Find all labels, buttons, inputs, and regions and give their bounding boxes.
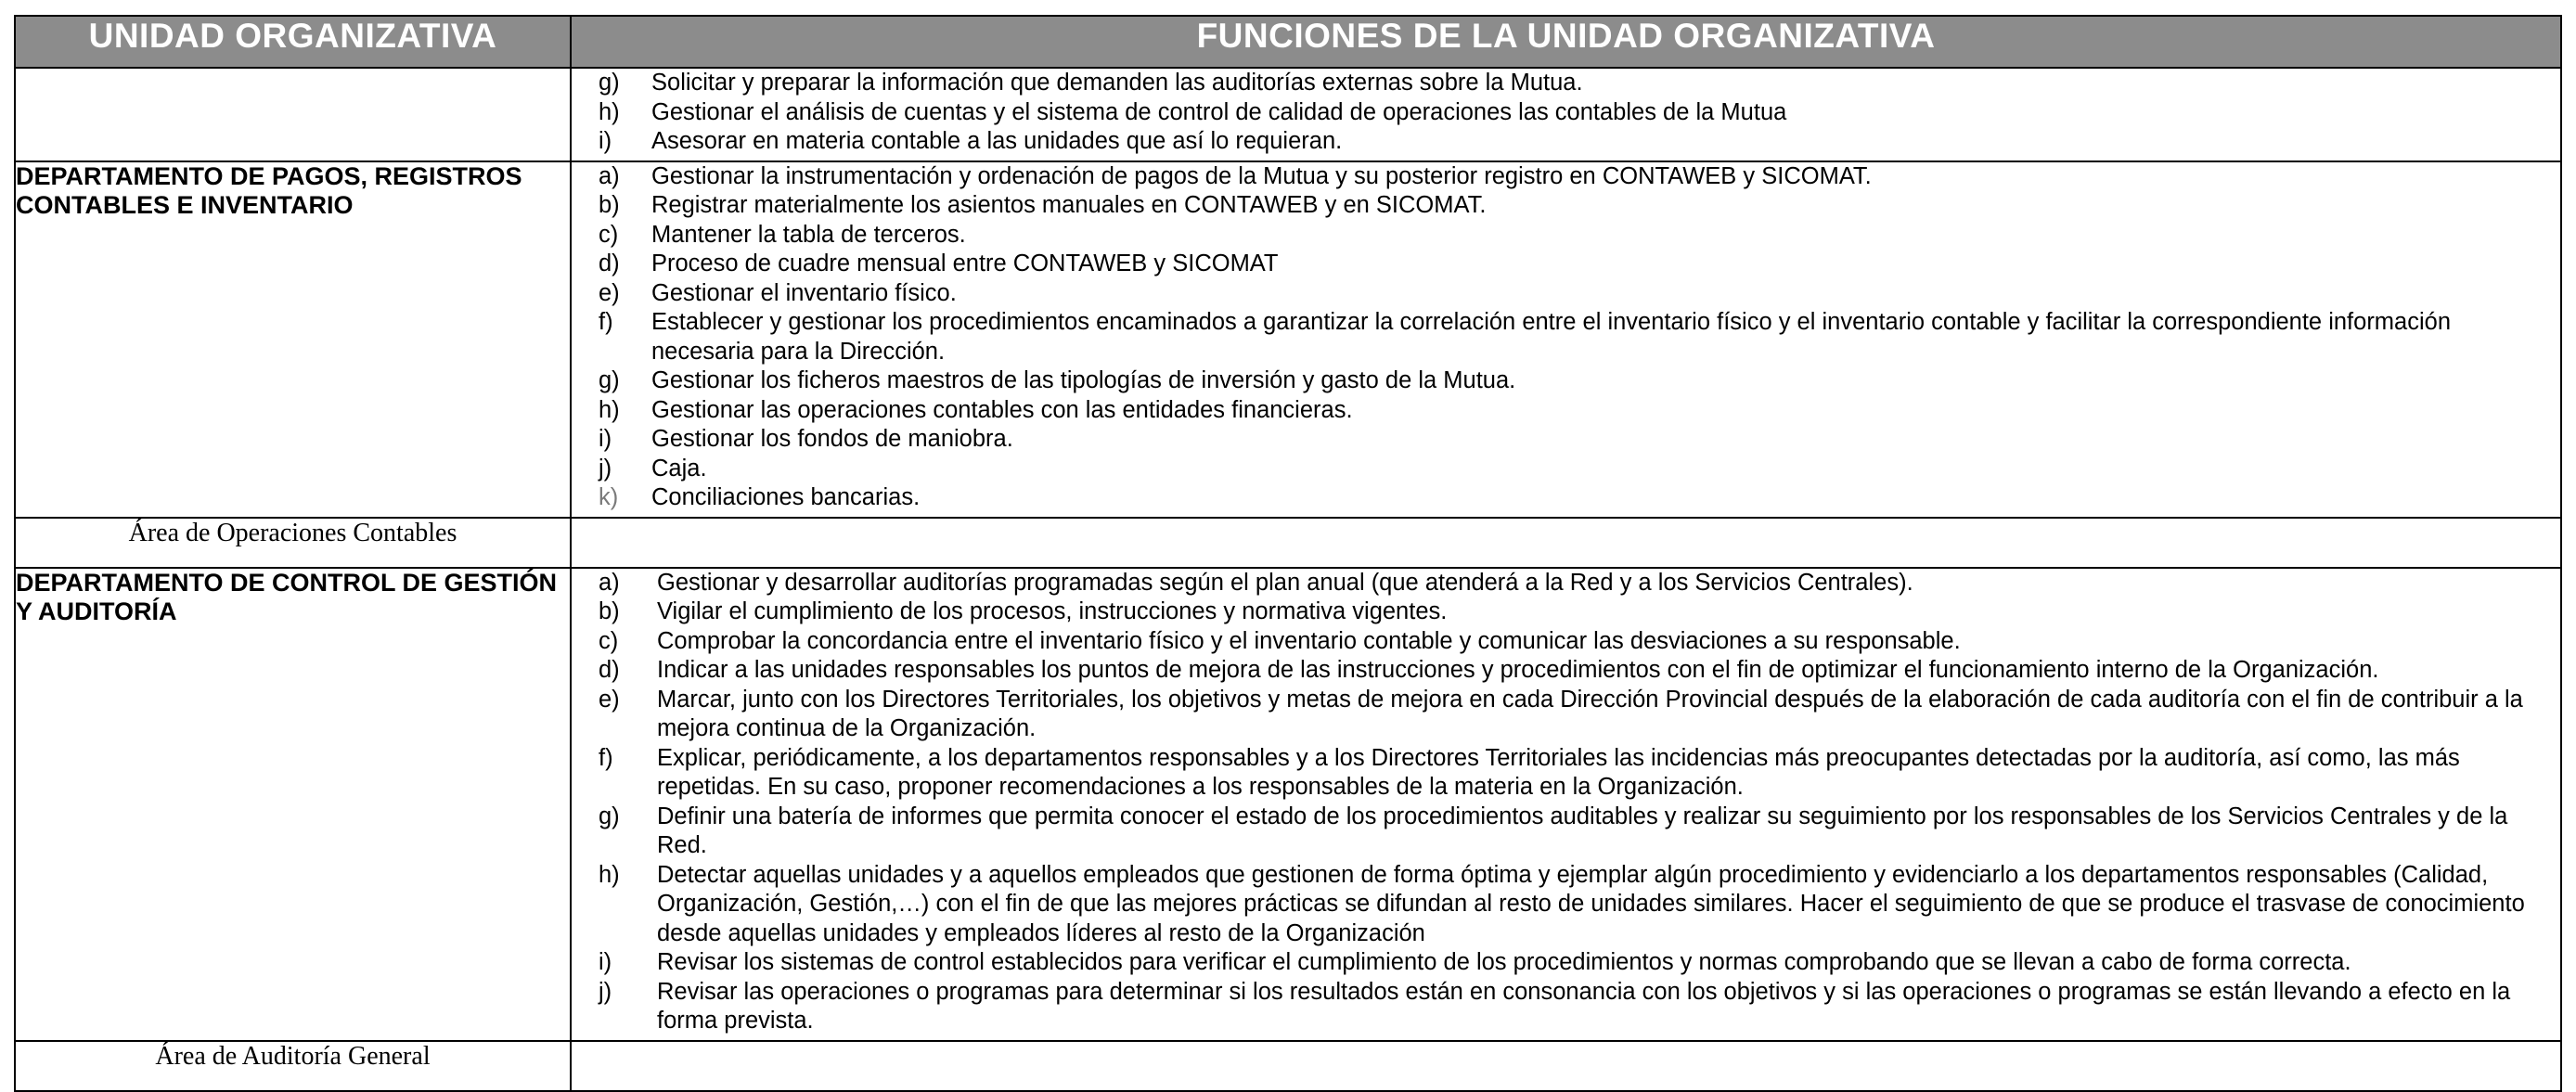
- function-letter: f): [599, 309, 613, 335]
- function-letter: b): [599, 598, 620, 624]
- function-letter: h): [599, 98, 620, 125]
- function-text: Marcar, junto con los Directores Territoriales, los objetivos y metas de mejora en cada Dirección Provincial después de la elaboración de cada auditoría con el fin de contribuir a la mejora continua de la Organización.: [657, 686, 2523, 741]
- function-text: Asesorar en materia contable a las unidades que así lo requieran.: [651, 128, 1343, 154]
- functions-list: [572, 569, 2560, 1040]
- area-cell: Área de Operaciones Contables: [15, 518, 571, 568]
- function-item: [599, 744, 2542, 803]
- table-row-continued: [15, 68, 2561, 161]
- table-row-area-operaciones: [15, 518, 2561, 568]
- functions-cell: [571, 568, 2561, 1041]
- function-item: [599, 948, 2542, 978]
- function-text: Gestionar las operaciones contables con las entidades financieras.: [651, 396, 1353, 423]
- function-text: Gestionar y desarrollar auditorías programadas según el plan anual (que atenderá a la Red y a los Servicios Centrales).: [657, 569, 1913, 596]
- function-text: Gestionar los fondos de maniobra.: [651, 426, 1013, 452]
- empty-cell: [571, 518, 2561, 568]
- table-row-pagos: [15, 161, 2561, 518]
- function-text: Detectar aquellas unidades y a aquellos empleados que gestionen de forma óptima y ejemplar algún procedimiento y evidenciarlo a los departamentos responsables (Calidad, Organización, Gestión,…) con el fin de que las mejores prácticas se difundan al resto de unidades similares. Hacer el seguimiento de que se produce el trasvase de conocimiento desde aquellas unidades y empleados líderes al resto de la Organización: [657, 861, 2525, 946]
- function-text: Explicar, periódicamente, a los departamentos responsables y a los Directores Territoriales las incidencias más preocupantes detectadas por la auditoría, así como, las más repetidas. En su caso, proponer recomendaciones a los responsables de la materia en la Organización.: [657, 744, 2460, 800]
- function-letter: j): [599, 978, 612, 1005]
- functions-cell: [571, 68, 2561, 161]
- function-text: Mantener la tabla de terceros.: [651, 221, 966, 248]
- area-cell: Área de Auditoría General: [15, 1041, 571, 1091]
- function-text: Definir una batería de informes que permita conocer el estado de los procedimientos auditables y realizar su seguimiento por los responsables de los Servicios Centrales y de la Red.: [657, 803, 2508, 858]
- function-text: Revisar los sistemas de control establecidos para verificar el cumplimiento de los procedimientos y normas comprobando que se llevan a cabo de forma correcta.: [657, 949, 2351, 975]
- function-item: [599, 69, 2542, 98]
- function-text: Comprobar la concordancia entre el inventario físico y el inventario contable y comunicar las desviaciones a su responsable.: [657, 627, 1961, 654]
- functions-list: [572, 69, 2560, 161]
- function-item: [599, 308, 2542, 366]
- function-item: [599, 686, 2542, 744]
- table-row-area-auditoria: [15, 1041, 2561, 1091]
- unit-cell: DEPARTAMENTO DE CONTROL DE GESTIÓN Y AUDITORÍA: [15, 568, 571, 1041]
- function-letter: f): [599, 744, 613, 771]
- function-text: Gestionar la instrumentación y ordenación de pagos de la Mutua y su posterior registro en CONTAWEB y SICOMAT.: [651, 162, 1872, 189]
- function-letter: c): [599, 627, 619, 654]
- function-item: [599, 127, 2542, 157]
- function-letter: g): [599, 70, 620, 96]
- function-item: [599, 191, 2542, 221]
- function-item: [599, 279, 2542, 309]
- function-item: [599, 162, 2542, 192]
- function-text: Conciliaciones bancarias.: [651, 484, 921, 510]
- function-letter: c): [599, 221, 619, 248]
- function-letter: i): [599, 949, 612, 975]
- function-letter: h): [599, 861, 620, 888]
- function-item: [599, 425, 2542, 455]
- function-item: [599, 221, 2542, 251]
- function-item: [599, 569, 2542, 598]
- function-item: [599, 597, 2542, 627]
- function-letter: j): [599, 455, 612, 482]
- header-functions: FUNCIONES DE LA UNIDAD ORGANIZATIVA: [571, 16, 2561, 68]
- function-text: Proceso de cuadre mensual entre CONTAWEB y SICOMAT: [651, 251, 1279, 276]
- function-item: [599, 656, 2542, 686]
- function-text: Gestionar el inventario físico.: [651, 279, 957, 306]
- function-item: [599, 803, 2542, 861]
- function-letter: a): [599, 569, 620, 596]
- header-unit: UNIDAD ORGANIZATIVA: [15, 16, 571, 68]
- empty-cell: [571, 1041, 2561, 1091]
- function-item: [599, 978, 2542, 1036]
- function-item: [599, 861, 2542, 949]
- function-item: [599, 250, 2542, 279]
- table-header-row: [15, 16, 2561, 68]
- function-text: Establecer y gestionar los procedimientos encaminados a garantizar la correlación entre el inventario físico y el inventario contable y facilitar la correspondiente información necesaria para la Dirección.: [651, 309, 2452, 365]
- function-item: [599, 98, 2542, 128]
- function-text: Registrar materialmente los asientos manuales en CONTAWEB y en SICOMAT.: [651, 192, 1487, 218]
- function-letter: d): [599, 657, 620, 683]
- function-item: [599, 627, 2542, 657]
- unit-cell: DEPARTAMENTO DE PAGOS, REGISTROS CONTABLES E INVENTARIO: [15, 161, 571, 518]
- functions-list: [572, 162, 2560, 517]
- function-letter: e): [599, 279, 620, 306]
- table-row-control: [15, 568, 2561, 1041]
- function-letter: h): [599, 396, 620, 423]
- function-letter: b): [599, 192, 620, 218]
- function-text: Vigilar el cumplimiento de los procesos, instrucciones y normativa vigentes.: [657, 598, 1448, 624]
- function-text: Solicitar y preparar la información que demanden las auditorías externas sobre la Mutua.: [651, 70, 1583, 96]
- function-letter: d): [599, 251, 620, 276]
- function-text: Indicar a las unidades responsables los puntos de mejora de las instrucciones y procedimientos con el fin de optimizar el funcionamiento interno de la Organización.: [657, 657, 2379, 683]
- function-item: [599, 396, 2542, 426]
- organization-functions-table: [14, 15, 2562, 1092]
- function-letter: g): [599, 803, 620, 829]
- functions-cell: [571, 161, 2561, 518]
- function-letter: k): [599, 484, 619, 510]
- function-text: Revisar las operaciones o programas para determinar si los resultados están en consonancia con los objetivos y si las operaciones o programas se están llevando a efecto en la forma prevista.: [657, 978, 2511, 1034]
- function-text: Caja.: [651, 455, 707, 482]
- function-text: Gestionar el análisis de cuentas y el sistema de control de calidad de operaciones las contables de la Mutua: [651, 98, 1787, 125]
- function-letter: i): [599, 128, 612, 154]
- function-letter: g): [599, 367, 620, 393]
- function-letter: i): [599, 426, 612, 452]
- function-item: [599, 483, 2542, 513]
- function-item: [599, 455, 2542, 484]
- function-text: Gestionar los ficheros maestros de las tipologías de inversión y gasto de la Mutua.: [651, 367, 1516, 393]
- unit-cell: [15, 68, 571, 161]
- function-letter: e): [599, 686, 620, 713]
- function-item: [599, 366, 2542, 396]
- function-letter: a): [599, 162, 620, 189]
